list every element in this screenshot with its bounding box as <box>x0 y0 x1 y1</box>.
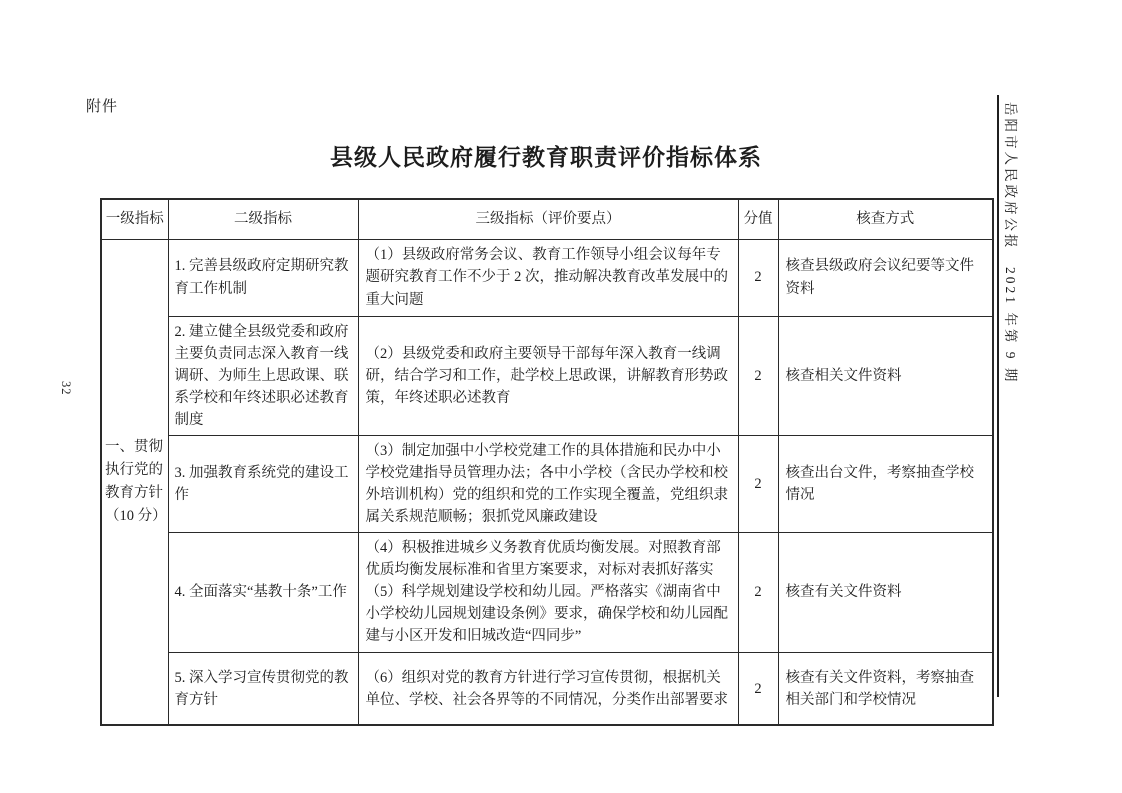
page-number: 32 <box>59 381 73 396</box>
table-header-row <box>101 199 993 239</box>
attachment-label: 附件 <box>86 99 119 115</box>
level3-point: （1）县级政府常务会议、教育工作领导小组会议每年专题研究教育工作不少于 2 次，推动解决教育改革发展中的重大问题 <box>365 247 728 308</box>
method-cell: 核查有关文件资料 <box>778 532 993 652</box>
method-cell: 核查相关文件资料 <box>778 316 993 435</box>
level3-point: （2）县级党委和政府主要领导干部每年深入教育一线调研，结合学习和工作，赴学校上思政课，讲解教育形势政策，年终述职必述教育 <box>365 345 728 406</box>
level3-point: （5）科学规划建设学校和幼儿园。严格落实《湖南省中小学校幼儿园规划建设条例》要求，确保学校和幼儿园配建与小区开发和旧城改造“四同步” <box>365 584 728 645</box>
column-header-level1: 一级指标 <box>101 199 168 239</box>
level2-indicator-cell: 5. 深入学习宣传贯彻党的教育方针 <box>168 652 358 725</box>
level1-indicator-cell: 一、贯彻执行党的教育方针（10 分） <box>101 239 168 725</box>
level3-point: （6）组织对党的教育方针进行学习宣传贯彻，根据机关单位、学校、社会各界等的不同情况，分类作出部署要求 <box>365 669 728 708</box>
score-cell: 2 <box>738 239 778 316</box>
level2-indicator-cell: 4. 全面落实“基教十条”工作 <box>168 532 358 652</box>
column-header-level3: 三级指标（评价要点） <box>358 199 738 239</box>
score-cell: 2 <box>738 532 778 652</box>
level3-indicator-cell <box>358 532 738 652</box>
method-cell: 核查有关文件资料，考察抽查相关部门和学校情况 <box>778 652 993 725</box>
level2-indicator-cell: 3. 加强教育系统党的建设工作 <box>168 435 358 532</box>
sidebar-divider-line <box>997 95 999 697</box>
level2-indicator-cell: 1. 完善县级政府定期研究教育工作机制 <box>168 239 358 316</box>
table-row <box>101 652 993 725</box>
level3-point: （3）制定加强中小学校党建工作的具体措施和民办中小学校党建指导员管理办法；各中小学校（含民办学校和校外培训机构）党的组织和党的工作实现全覆盖，党组织隶属关系规范顺畅；狠抓党风廉政建设 <box>365 442 728 525</box>
level3-indicator-cell <box>358 652 738 725</box>
column-header-level2: 二级指标 <box>168 199 358 239</box>
level3-indicator-cell <box>358 435 738 532</box>
method-cell: 核查出台文件，考察抽查学校情况 <box>778 435 993 532</box>
page-title: 县级人民政府履行教育职责评价指标体系 <box>330 145 762 170</box>
table-row <box>101 532 993 652</box>
score-cell: 2 <box>738 435 778 532</box>
score-cell: 2 <box>738 652 778 725</box>
table-row <box>101 435 993 532</box>
column-header-score: 分值 <box>738 199 778 239</box>
level2-indicator-cell: 2. 建立健全县级党委和政府主要负责同志深入教育一线调研、为师生上思政课、联系学校和年终述职必述教育制度 <box>168 316 358 435</box>
level3-point: （4）积极推进城乡义务教育优质均衡发展。对照教育部优质均衡发展标准和省里方案要求，对标对表抓好落实 <box>365 540 721 579</box>
table-row <box>101 239 993 316</box>
level3-indicator-cell <box>358 316 738 435</box>
column-header-method: 核查方式 <box>778 199 993 239</box>
score-cell: 2 <box>738 316 778 435</box>
method-cell: 核查县级政府会议纪要等文件资料 <box>778 239 993 316</box>
gazette-sidebar-text: 岳阳市人民政府公报 2021 年第 9 期 <box>1003 102 1018 385</box>
indicator-table <box>100 198 994 726</box>
table-row <box>101 316 993 435</box>
level3-indicator-cell <box>358 239 738 316</box>
